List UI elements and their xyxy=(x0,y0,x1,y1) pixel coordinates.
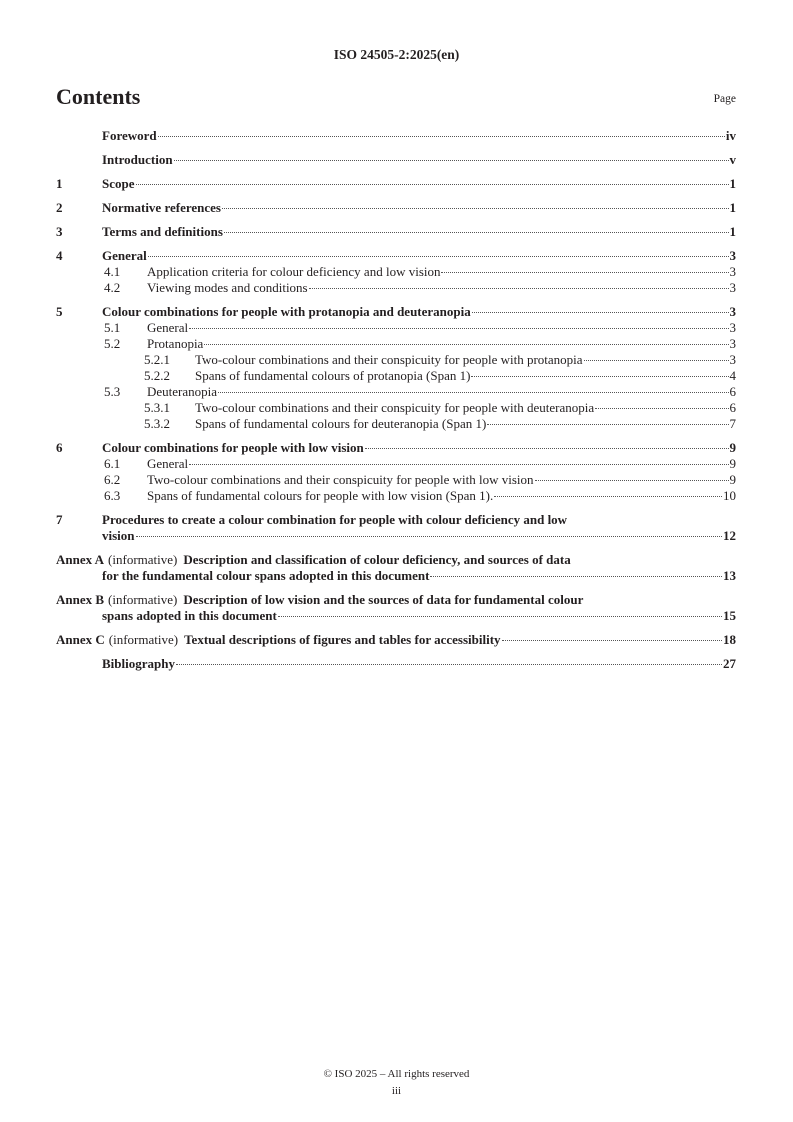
section-number: 5.2 xyxy=(104,336,121,351)
section-title[interactable]: Spans of fundamental colours of protanopia (Span 1) xyxy=(195,368,471,383)
page-number: iii xyxy=(391,1085,402,1097)
informative-label: (informative) xyxy=(108,632,179,647)
dot-leader xyxy=(218,392,728,393)
section-title[interactable]: Colour combinations for people with protanopia and deuteranopia xyxy=(102,304,471,319)
section-number: 4.2 xyxy=(104,280,121,295)
dot-leader xyxy=(136,184,729,185)
toc-entry[interactable] xyxy=(56,656,736,672)
dot-leader xyxy=(158,136,725,137)
section-title[interactable]: Deuteranopia xyxy=(147,384,218,399)
section-number: 5.3 xyxy=(104,384,121,399)
section-title[interactable]: Application criteria for colour deficiency and low vision xyxy=(147,264,441,279)
page-ref[interactable]: 3 xyxy=(729,320,736,335)
dot-leader xyxy=(136,536,722,537)
section-title[interactable]: Two-colour combinations and their conspicuity for people with low vision xyxy=(147,472,534,487)
toc-entry[interactable] xyxy=(56,336,736,352)
section-title[interactable]: General xyxy=(102,248,147,263)
toc-entry[interactable] xyxy=(56,304,736,320)
section-number: 6.1 xyxy=(104,456,121,471)
section-title[interactable]: Scope xyxy=(102,176,135,191)
section-title[interactable]: Bibliography xyxy=(102,656,175,671)
section-number: 4 xyxy=(56,248,63,263)
page-ref[interactable]: 3 xyxy=(729,264,736,279)
page-ref[interactable]: 12 xyxy=(723,528,736,543)
dot-leader xyxy=(471,376,728,377)
section-number: 5.3.2 xyxy=(144,416,170,431)
dot-leader xyxy=(174,160,729,161)
annex-label: Annex C xyxy=(56,632,105,647)
toc-entry[interactable] xyxy=(56,488,736,504)
toc-entry[interactable] xyxy=(56,368,736,384)
section-title[interactable]: Two-colour combinations and their conspicuity for people with deuteranopia xyxy=(195,400,595,415)
toc-entry-continuation[interactable] xyxy=(56,528,736,544)
section-title-continuation[interactable]: spans adopted in this document xyxy=(102,608,277,623)
toc-entry[interactable] xyxy=(56,512,736,528)
page-ref[interactable]: 3 xyxy=(729,304,736,319)
section-number: 7 xyxy=(56,512,63,527)
toc-entry[interactable] xyxy=(56,592,736,608)
annex-label: Annex B xyxy=(56,592,105,607)
page-ref[interactable]: 7 xyxy=(729,416,736,431)
copyright-notice: © ISO 2025 – All rights reserved xyxy=(323,1068,470,1080)
section-title[interactable]: Description and classification of colour deficiency, and sources of data xyxy=(183,552,571,567)
page-ref[interactable]: 1 xyxy=(729,224,736,239)
section-number: 2 xyxy=(56,200,63,215)
toc-entry[interactable] xyxy=(56,248,736,264)
page-ref[interactable]: 18 xyxy=(723,632,736,647)
section-number: 6.2 xyxy=(104,472,121,487)
section-title-continuation[interactable]: vision xyxy=(102,528,135,543)
dot-leader xyxy=(595,408,728,409)
toc-entry[interactable] xyxy=(56,280,736,296)
section-title[interactable]: Viewing modes and conditions xyxy=(147,280,308,295)
toc-entry[interactable] xyxy=(56,320,736,336)
page-ref[interactable]: 9 xyxy=(729,472,736,487)
page-ref[interactable]: iv xyxy=(725,128,736,143)
toc-entry[interactable] xyxy=(56,264,736,280)
section-number: 3 xyxy=(56,224,63,239)
page-ref[interactable]: 6 xyxy=(729,384,736,399)
toc-entry[interactable] xyxy=(56,176,736,192)
dot-leader xyxy=(487,424,728,425)
section-number: 5.3.1 xyxy=(144,400,170,415)
page-ref[interactable]: 13 xyxy=(723,568,736,583)
dot-leader xyxy=(148,256,729,257)
toc-entry[interactable] xyxy=(56,400,736,416)
section-title[interactable]: Foreword xyxy=(102,128,157,143)
section-title[interactable]: Spans of fundamental colours for people with low vision (Span 1). xyxy=(147,488,494,503)
dot-leader xyxy=(535,480,729,481)
section-title[interactable]: Introduction xyxy=(102,152,173,167)
section-title[interactable]: General xyxy=(147,456,189,471)
page-ref[interactable]: v xyxy=(729,152,736,167)
section-title[interactable]: General xyxy=(147,320,189,335)
section-number: 6 xyxy=(56,440,63,455)
toc-entry-continuation[interactable] xyxy=(56,608,736,624)
section-title[interactable]: Colour combinations for people with low vision xyxy=(102,440,364,455)
section-number: 5 xyxy=(56,304,63,319)
toc-entry[interactable] xyxy=(56,200,736,216)
page-ref[interactable]: 4 xyxy=(729,368,736,383)
page-ref[interactable]: 3 xyxy=(729,280,736,295)
page-ref[interactable]: 3 xyxy=(729,248,736,263)
toc-entry[interactable] xyxy=(56,552,736,568)
document-header: ISO 24505-2:2025(en) xyxy=(333,47,460,62)
toc-entry[interactable] xyxy=(56,224,736,240)
toc-entry[interactable] xyxy=(56,632,736,648)
section-number: 5.2.1 xyxy=(144,352,170,367)
section-number: 4.1 xyxy=(104,264,121,279)
section-number: 5.1 xyxy=(104,320,121,335)
page-ref[interactable]: 27 xyxy=(723,656,736,671)
section-title[interactable]: Textual descriptions of figures and tables for accessibility xyxy=(184,632,501,647)
page-ref[interactable]: 15 xyxy=(723,608,736,623)
toc-entry[interactable] xyxy=(56,152,736,168)
toc-entry[interactable] xyxy=(56,384,736,400)
page-title: Contents xyxy=(56,84,141,109)
section-number: 5.2.2 xyxy=(144,368,170,383)
dot-leader xyxy=(222,208,729,209)
toc-entry[interactable] xyxy=(56,456,736,472)
dot-leader xyxy=(204,344,728,345)
section-number: 1 xyxy=(56,176,63,191)
toc-entry[interactable] xyxy=(56,352,736,368)
dot-leader xyxy=(494,496,722,497)
informative-label: (informative) xyxy=(108,552,178,567)
page-ref[interactable]: 9 xyxy=(729,456,736,471)
annex-label: Annex A xyxy=(56,552,105,567)
section-title[interactable]: Spans of fundamental colours for deuteranopia (Span 1) xyxy=(195,416,487,431)
dot-leader xyxy=(189,464,728,465)
section-title[interactable]: Two-colour combinations and their conspicuity for people with protanopia xyxy=(195,352,583,367)
toc-entry[interactable] xyxy=(56,472,736,488)
dot-leader xyxy=(365,448,729,449)
page-ref[interactable]: 3 xyxy=(729,352,736,367)
page-ref[interactable]: 10 xyxy=(723,488,736,503)
page-footer xyxy=(0,1066,793,1100)
section-title[interactable]: Terms and definitions xyxy=(102,224,223,239)
dot-leader xyxy=(430,576,722,577)
dot-leader xyxy=(502,640,722,641)
dot-leader xyxy=(224,232,729,233)
toc-entry[interactable] xyxy=(56,416,736,432)
page-ref[interactable]: 9 xyxy=(729,440,736,455)
page-ref[interactable]: 1 xyxy=(729,176,736,191)
toc-entry-continuation[interactable] xyxy=(56,568,736,584)
page-ref[interactable]: 1 xyxy=(729,200,736,215)
section-title[interactable]: Description of low vision and the sources of data for fundamental colour xyxy=(183,592,584,607)
informative-label: (informative) xyxy=(108,592,178,607)
dot-leader xyxy=(472,312,729,313)
section-title-continuation[interactable]: for the fundamental colour spans adopted in this document xyxy=(102,568,430,583)
page-ref[interactable]: 3 xyxy=(729,336,736,351)
dot-leader xyxy=(441,272,728,273)
section-title[interactable]: Normative references xyxy=(102,200,221,215)
table-of-contents xyxy=(56,128,736,672)
dot-leader xyxy=(176,664,722,665)
section-title[interactable]: Procedures to create a colour combination for people with colour deficiency and low xyxy=(102,512,568,527)
dot-leader xyxy=(584,360,729,361)
section-number: 6.3 xyxy=(104,488,121,503)
dot-leader xyxy=(309,288,729,289)
toc-entry[interactable] xyxy=(56,128,736,144)
page-column-label: Page xyxy=(713,93,736,105)
toc-entry[interactable] xyxy=(56,440,736,456)
dot-leader xyxy=(189,328,728,329)
dot-leader xyxy=(278,616,722,617)
page-ref[interactable]: 6 xyxy=(729,400,736,415)
section-title[interactable]: Protanopia xyxy=(147,336,204,351)
